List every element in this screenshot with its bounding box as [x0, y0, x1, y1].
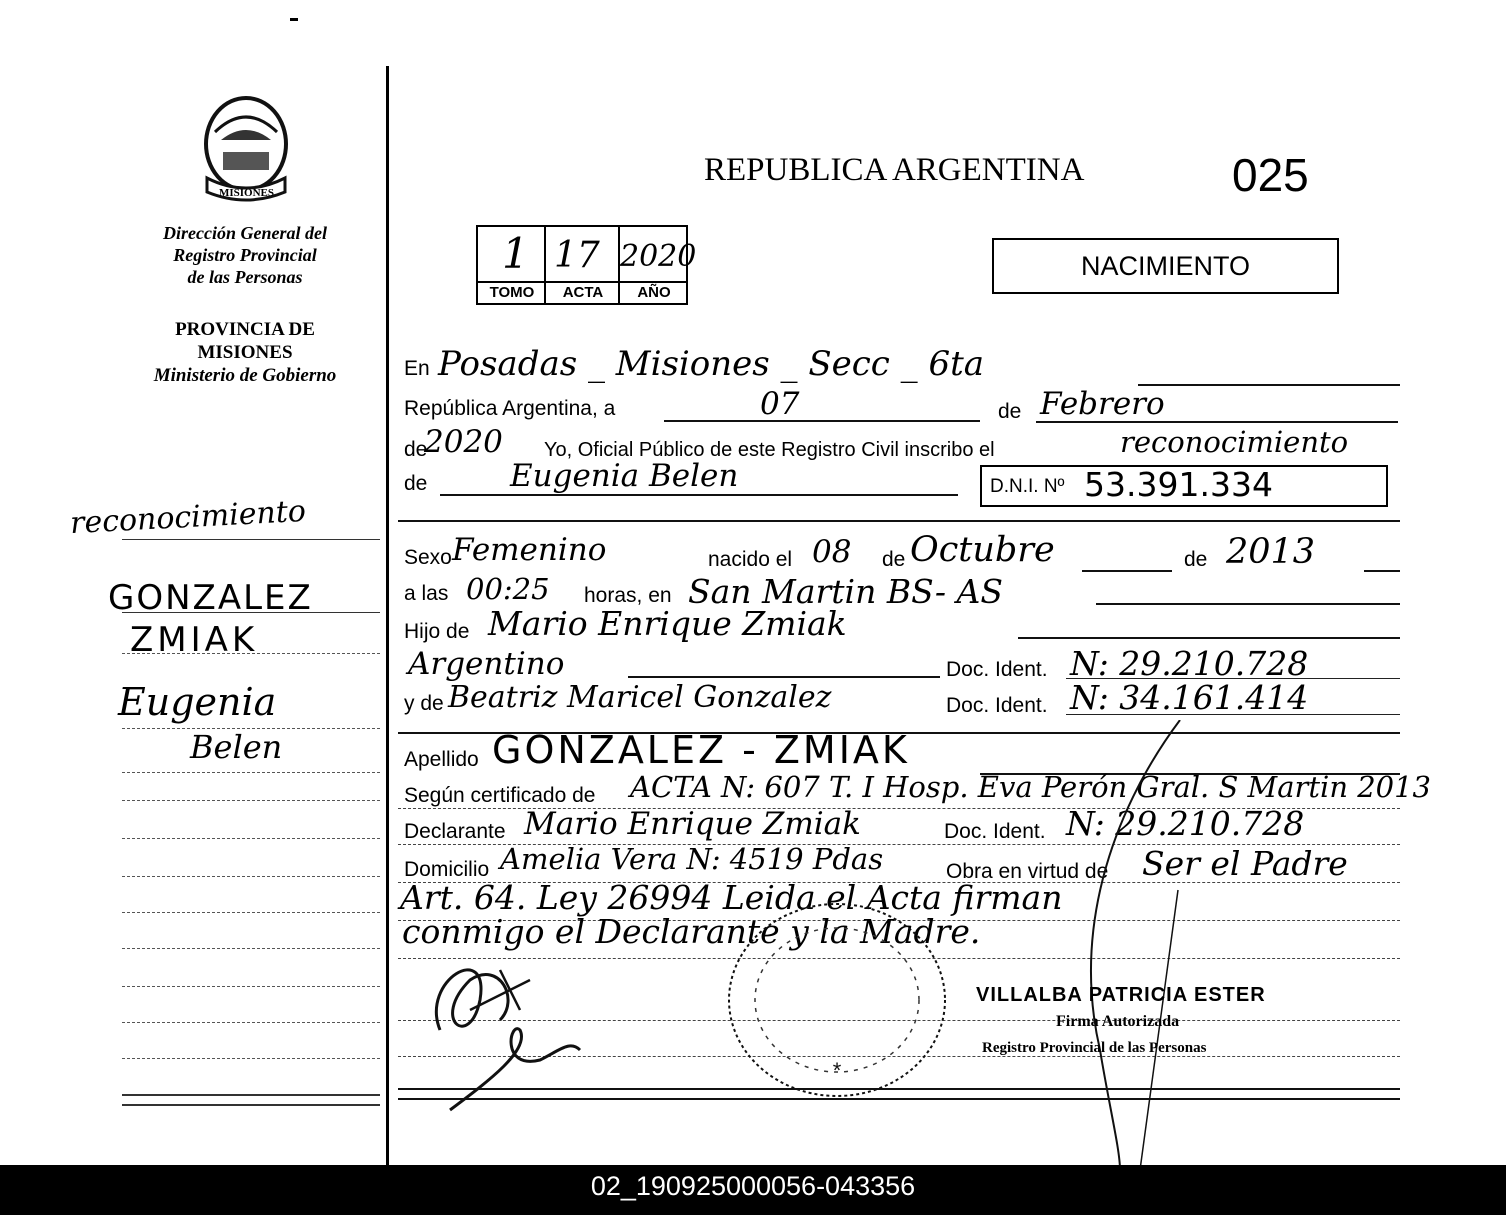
province-block — [130, 318, 360, 387]
doc-ident-label: Doc. Ident. — [946, 658, 1048, 681]
birth-month: Octubre — [910, 530, 1055, 570]
agency-line-2: Registro Provincial — [173, 245, 317, 265]
signer-office: Registro Provincial de las Personas — [982, 1040, 1207, 1056]
svg-text:*: * — [832, 1058, 842, 1083]
dni-value: 53.391.334 — [1084, 465, 1273, 504]
dni-label: D.N.I. Nº — [990, 476, 1065, 497]
apellido-value: GONZALEZ - ZMIAK — [492, 728, 910, 772]
signer-name: VILLALBA PATRICIA ESTER — [976, 984, 1266, 1006]
margin-line — [122, 728, 380, 729]
horas-label: horas, en — [584, 584, 672, 607]
doc-type: NACIMIENTO — [1080, 251, 1250, 281]
birth-year: 2013 — [1226, 532, 1316, 572]
margin-line — [122, 1022, 380, 1023]
tomo-label: TOMO — [489, 284, 535, 301]
apellido-label: Apellido — [404, 748, 479, 771]
margin-line — [122, 772, 380, 773]
segun-value: ACTA N: 607 T. I Hosp. Eva Perón Gral. S Martin 2013 — [630, 770, 1432, 804]
note-line-1: Art. 64. Ley 26994 Leida el Acta firman — [400, 878, 1063, 917]
hijo-label: Hijo de — [404, 620, 470, 643]
margin-line — [122, 986, 380, 987]
margin-surname-1: GONZALEZ — [108, 578, 313, 618]
official-signature-stroke-icon — [1060, 720, 1260, 1170]
agency-line-1: Dirección General del — [163, 223, 327, 243]
en-label: En — [404, 357, 430, 380]
domicilio-label: Domicilio — [404, 858, 490, 881]
de2-label: de — [404, 472, 428, 495]
section-divider — [398, 520, 1400, 522]
de4-label: de — [1184, 548, 1208, 571]
oficial-text: Yo, Oficial Público de este Registro Civil inscribo el — [544, 439, 995, 461]
handwritten-signature-icon — [410, 940, 630, 1120]
official-stamp — [724, 900, 950, 1100]
father-value: Mario Enrique Zmiak — [488, 604, 847, 643]
doc-ident-label-3: Doc. Ident. — [944, 820, 1046, 843]
margin-surname-2: ZMIAK — [130, 620, 259, 660]
yde-label: y de — [404, 692, 444, 715]
month-value: Febrero — [1040, 386, 1165, 422]
doc-type-box — [992, 238, 1339, 294]
day-value: 07 — [760, 386, 800, 422]
acta-label: ACTA — [562, 284, 604, 301]
year-value: 2020 — [424, 424, 503, 460]
margin-line — [122, 612, 380, 613]
margin-note: reconocimiento — [69, 493, 307, 542]
mother-doc: N: 34.161.414 — [1070, 678, 1309, 717]
dni-box — [980, 465, 1388, 507]
vertical-divider — [386, 66, 389, 1166]
caption-divider — [478, 281, 686, 283]
form-line — [664, 420, 980, 422]
form-line — [628, 676, 940, 678]
doc-ident-label-2: Doc. Ident. — [946, 694, 1048, 717]
father-doc: N: 29.210.728 — [1070, 644, 1309, 683]
page-number: 025 — [1232, 149, 1309, 201]
country-title: REPUBLICA ARGENTINA — [704, 152, 1085, 188]
agency-line-3: de las Personas — [187, 267, 303, 287]
domicilio-value: Amelia Vera N: 4519 Pdas — [500, 842, 884, 876]
year-prefix: de — [404, 438, 428, 461]
margin-line — [122, 653, 380, 654]
obra-label: Obra en virtud de — [946, 860, 1109, 883]
republica-label: República Argentina, a — [404, 397, 616, 420]
ministry: Ministerio de Gobierno — [153, 365, 337, 386]
de3-label: de — [882, 548, 906, 571]
nacido-label: nacido el — [708, 548, 793, 571]
father-nationality: Argentino — [408, 646, 565, 682]
round-stamp-icon — [724, 900, 950, 1100]
scan-mark — [290, 18, 298, 21]
official-signature — [1060, 720, 1260, 1170]
agency-name — [130, 222, 360, 288]
form-line — [440, 494, 958, 496]
form-line — [1018, 637, 1400, 639]
place-value: San Martin BS- AS — [688, 572, 1003, 611]
margin-line — [122, 838, 380, 839]
margin-line — [122, 539, 380, 540]
footer-code: 02_190925000056-043356 — [590, 1171, 916, 1201]
form-line — [1066, 714, 1400, 715]
provincial-seal — [193, 92, 299, 210]
acta-value: 17 — [554, 235, 600, 276]
margin-line — [122, 1058, 380, 1059]
tomo-value: 1 — [502, 229, 529, 278]
signer-role: Firma Autorizada — [1056, 1013, 1180, 1030]
mother-value: Beatriz Maricel Gonzalez — [448, 680, 832, 715]
margin-line — [122, 1104, 380, 1106]
province-line-2: MISIONES — [197, 342, 293, 363]
form-line — [1096, 603, 1400, 605]
act-value: reconocimiento — [1120, 425, 1349, 459]
margin-given-2: Belen — [190, 728, 283, 766]
declarante-doc: N: 29.210.728 — [1066, 804, 1305, 843]
de-label: de — [998, 400, 1022, 423]
obra-value: Ser el Padre — [1142, 844, 1348, 883]
note-line-2: conmigo el Declarante y la Madre. — [402, 912, 981, 951]
birth-day: 08 — [812, 534, 852, 570]
form-line — [1138, 384, 1400, 386]
declarante-value: Mario Enrique Zmiak — [524, 806, 861, 842]
en-value: Posadas _ Misiones _ Secc _ 6ta — [438, 344, 985, 384]
province-line-1: PROVINCIA DE — [175, 319, 315, 340]
footer-bar — [0, 1165, 1506, 1215]
form-line — [1036, 421, 1398, 423]
seal-label: MISIONES — [219, 187, 275, 199]
margin-line — [122, 800, 380, 801]
margin-line — [122, 948, 380, 949]
anio-value: 2020 — [620, 239, 697, 274]
sexo-value: Femenino — [452, 532, 607, 568]
form-line — [1082, 570, 1172, 572]
hour-value: 00:25 — [466, 572, 550, 606]
signatures — [410, 940, 630, 1120]
person-value: Eugenia Belen — [510, 458, 739, 494]
sexo-label: Sexo — [404, 546, 452, 569]
anio-label: AÑO — [637, 284, 671, 301]
margin-line — [122, 912, 380, 913]
margin-given-1: Eugenia — [118, 680, 277, 724]
alas-label: a las — [404, 582, 449, 605]
tomo-acta-box — [476, 225, 697, 305]
margin-line — [122, 1094, 380, 1096]
form-line — [1364, 570, 1400, 572]
margin-line — [122, 876, 380, 877]
declarante-label: Declarante — [404, 820, 506, 843]
segun-label: Según certificado de — [404, 784, 596, 807]
